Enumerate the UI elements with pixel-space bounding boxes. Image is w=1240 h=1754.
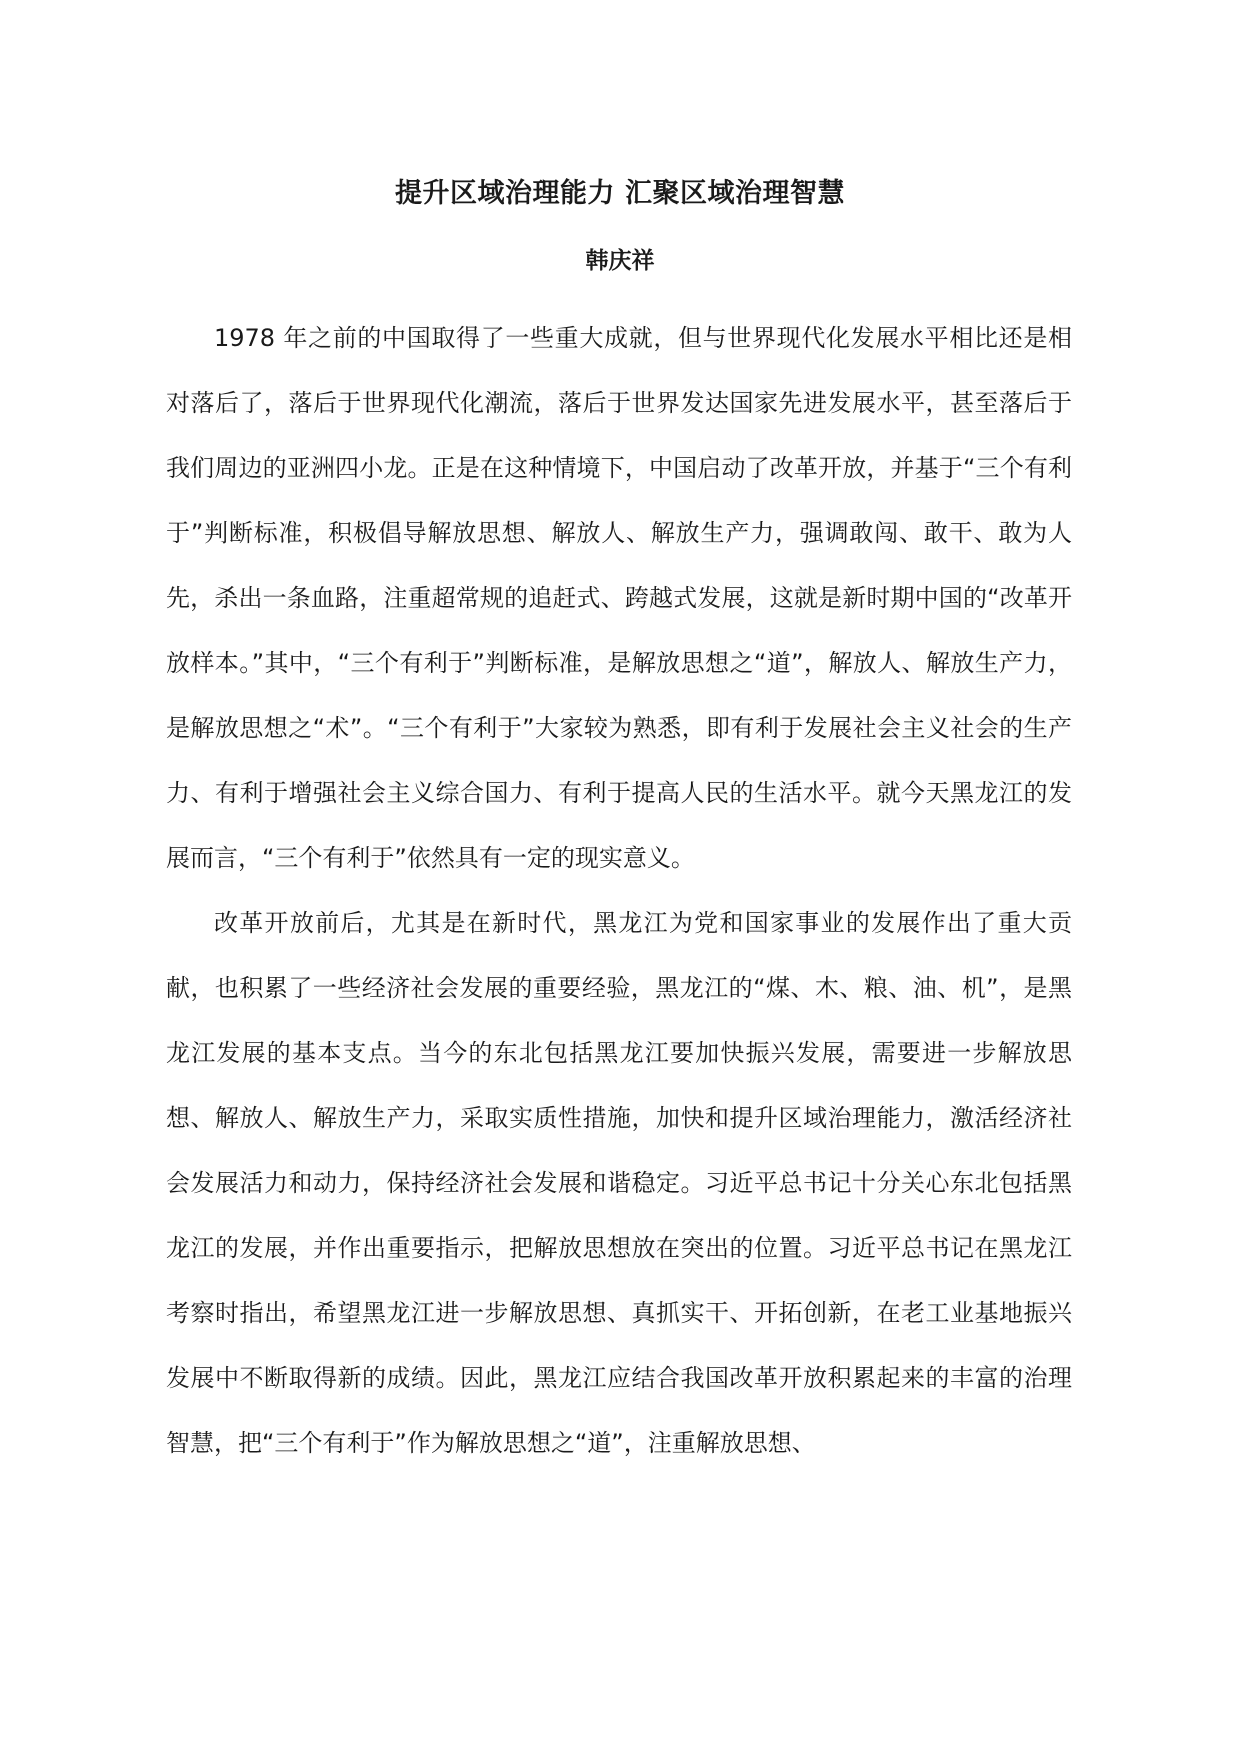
paragraph-2: 改革开放前后，尤其是在新时代，黑龙江为党和国家事业的发展作出了重大贡献，也积累了一些经济社会发展的重要经验，黑龙江的“煤、木、粮、油、机”，是黑龙江发展的基本支点。当今的东北包括黑龙江要加快振兴发展，需要进一步解放思想、解放人、解放生产力，采取实质性措施，加快和提升区域治理能力，激活经济社会发展活力和动力，保持经济社会发展和谐稳定。习近平总书记十分关心东北包括黑龙江的发展，并作出重要指示，把解放思想放在突出的位置。习近平总书记在黑龙江考察时指出，希望黑龙江进一步解放思想、真抓实干、开拓创新，在老工业基地振兴发展中不断取得新的成绩。因此，黑龙江应结合我国改革开放积累起来的丰富的治理智慧，把“三个有利于”作为解放思想之“道”，注重解放思想、 (166, 909, 1072, 1457)
paragraph-1: 1978 年之前的中国取得了一些重大成就，但与世界现代化发展水平相比还是相对落后了，落后于世界现代化潮流，落后于世界发达国家先进发展水平，甚至落后于我们周边的亚洲四小龙。正是在这种情境下，中国启动了改革开放，并基于“三个有利于”判断标准，积极倡导解放思想、解放人、解放生产力，强调敢闯、敢干、敢为人先，杀出一条血路，注重超常规的追赶式、跨越式发展，这就是新时期中国的“改革开放样本。”其中，“三个有利于”判断标准，是解放思想之“道”，解放人、解放生产力，是解放思想之“术”。“三个有利于”大家较为熟悉，即有利于发展社会主义社会的生产力、有利于增强社会主义综合国力、有利于提高人民的生活水平。就今天黑龙江的发展而言，“三个有利于”依然具有一定的现实意义。 (166, 324, 1072, 872)
document-title: 提升区域治理能力 汇聚区域治理智慧 (395, 178, 845, 209)
article-body (166, 306, 1072, 1476)
author-name: 韩庆祥 (585, 248, 655, 274)
